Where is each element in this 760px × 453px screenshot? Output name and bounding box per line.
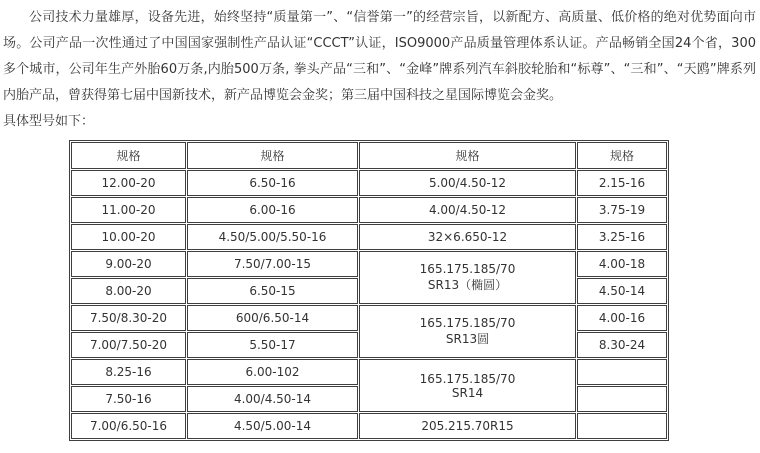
spec-cell: 7.50/8.30-20 [71,305,186,331]
spec-cell: 8.25-16 [71,359,186,385]
spec-cell: 8.00-20 [71,278,186,304]
spec-cell: 7.50/7.00-15 [187,251,358,277]
spec-cell-merged [359,305,576,358]
spec-cell: 6.00-16 [187,197,358,223]
table-row [71,197,667,223]
company-intro-paragraph: 公司技术力量雄厚，设备先进，始终坚持“质量第一”、“信誉第一”的经营宗旨，以新配方、高质量、低价格的绝对优势面向市场。公司产品一次性通过了中国国家强制性产品认证“CCCT”认证，ISO9000产品质量管理体系认证。产品畅销全国24个省，300多个城市，公司年生产外胎60万条,内胎500万条, 拳头产品“三和”、“金峰”牌系列汽车斜胶轮胎和“标尊”、“三和”、“天鸥”牌系列内胎产品，曾获得第七届中国新技术，新产品博览会金奖；第三届中国科技之星国际博览会金奖。 [3,10,756,103]
spec-cell: 7.00/7.50-20 [71,332,186,358]
spec-cell: 6.50-16 [187,170,358,196]
spec-cell: 2.15-16 [577,170,667,196]
spec-cell: 4.50/5.00-14 [187,413,358,439]
table-header-row [71,142,667,169]
spec-cell: 6.50-15 [187,278,358,304]
spec-cell: 9.00-20 [71,251,186,277]
merged-cell-line1: 165.175.185/70 [419,262,516,276]
header-cell-spec-1: 规格 [71,142,186,169]
spec-cell: 3.25-16 [577,224,667,250]
spec-cell: 32×6.650-12 [359,224,576,250]
merged-cell-line1: 165.175.185/70 [419,316,516,330]
merged-cell-line1: 165.175.185/70 [419,371,516,386]
header-cell-spec-4: 规格 [577,142,667,169]
spec-cell: 4.00-16 [577,305,667,331]
table-row [71,251,667,277]
spec-cell-empty [577,359,667,385]
spec-cell: 5.50-17 [187,332,358,358]
spec-cell: 6.00-102 [187,359,358,385]
spec-cell-empty [577,386,667,412]
spec-cell: 12.00-20 [71,170,186,196]
spec-cell: 205.215.70R15 [359,413,576,439]
spec-cell: 4.00-18 [577,251,667,277]
header-cell-spec-3: 规格 [359,142,576,169]
spec-cell: 8.30-24 [577,332,667,358]
spec-cell-empty [577,413,667,439]
spec-cell: 4.50-14 [577,278,667,304]
spec-cell: 10.00-20 [71,224,186,250]
spec-cell: 7.00/6.50-16 [71,413,186,439]
header-cell-spec-2: 规格 [187,142,358,169]
spec-cell: 4.00/4.50-14 [187,386,358,412]
table-row [71,170,667,196]
spec-table [69,140,669,441]
spec-cell-merged [359,251,576,304]
table-row [71,224,667,250]
table-row [71,359,667,385]
spec-cell: 11.00-20 [71,197,186,223]
spec-cell-merged [359,359,576,412]
models-subtitle: 具体型号如下： [3,114,95,129]
spec-cell: 4.50/5.00/5.50-16 [187,224,358,250]
spec-cell: 600/6.50-14 [187,305,358,331]
merged-cell-line2: SR13圆 [445,332,490,346]
merged-cell-line2: SR13（椭圆） [427,278,508,292]
table-row [71,413,667,439]
spec-cell: 5.00/4.50-12 [359,170,576,196]
merged-cell-line2: SR14 [451,385,484,400]
table-row [71,305,667,331]
spec-cell: 7.50-16 [71,386,186,412]
spec-cell: 3.75-19 [577,197,667,223]
spec-cell: 4.00/4.50-12 [359,197,576,223]
